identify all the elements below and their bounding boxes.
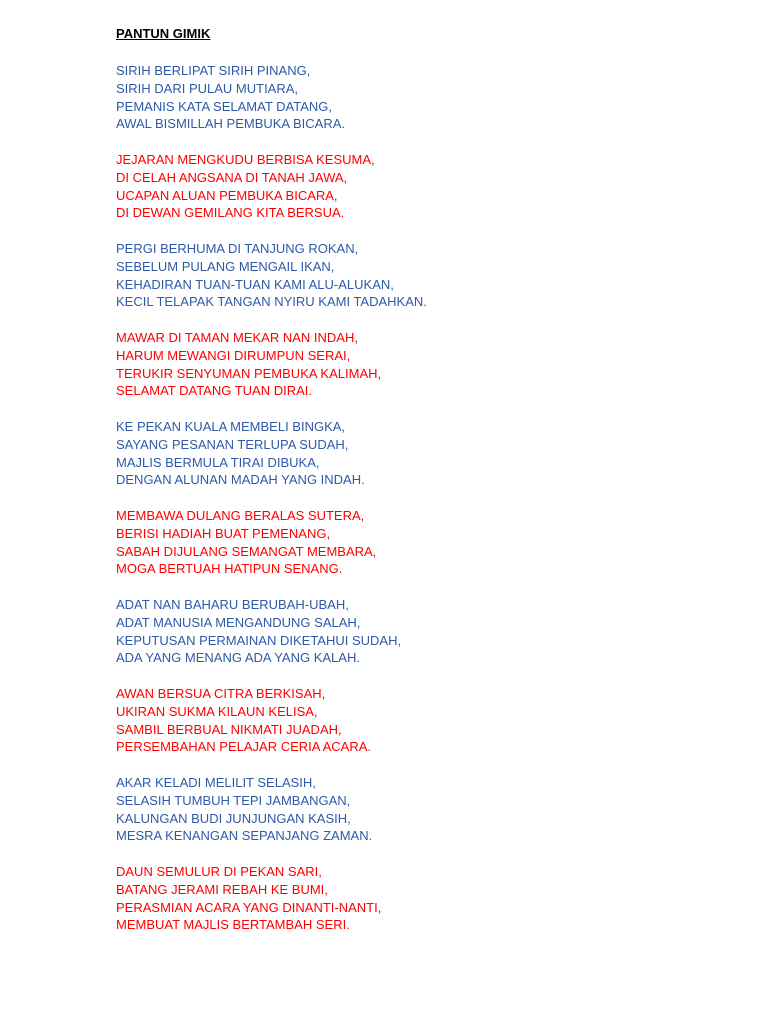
pantun-line: PERGI BERHUMA DI TANJUNG ROKAN, (116, 241, 359, 256)
pantun-line: MAWAR DI TAMAN MEKAR NAN INDAH, (116, 330, 358, 345)
pantun-line: TERUKIR SENYUMAN PEMBUKA KALIMAH, (116, 365, 382, 381)
pantun-stanza (116, 863, 716, 952)
pantun-line: KALUNGAN BUDI JUNJUNGAN KASIH, (116, 810, 351, 826)
pantun-line: DI DEWAN GEMILANG KITA BERSUA. (116, 205, 345, 221)
pantun-stanzas (116, 62, 716, 952)
pantun-stanza (116, 507, 716, 596)
pantun-line: SAMBIL BERBUAL NIKMATI JUADAH, (116, 721, 342, 737)
pantun-line: PERASMIAN ACARA YANG DINANTI-NANTI, (116, 899, 382, 915)
pantun-line: ADAT MANUSIA MENGANDUNG SALAH, (116, 614, 361, 630)
pantun-line: MEMBUAT MAJLIS BERTAMBAH SERI. (116, 917, 350, 933)
pantun-line: SAYANG PESANAN TERLUPA SUDAH, (116, 436, 349, 452)
pantun-line: SEBELUM PULANG MENGAIL IKAN, (116, 258, 335, 274)
pantun-stanza (116, 774, 716, 863)
pantun-stanza (116, 596, 716, 685)
pantun-line: SELASIH TUMBUH TEPI JAMBANGAN, (116, 792, 351, 808)
pantun-line: DAUN SEMULUR DI PEKAN SARI, (116, 864, 322, 879)
pantun-line: SIRIH DARI PULAU MUTIARA, (116, 80, 299, 96)
pantun-line: HARUM MEWANGI DIRUMPUN SERAI, (116, 347, 351, 363)
pantun-line: JEJARAN MENGKUDU BERBISA KESUMA, (116, 152, 375, 167)
pantun-line: SABAH DIJULANG SEMANGAT MEMBARA, (116, 543, 377, 559)
pantun-line: KECIL TELAPAK TANGAN NYIRU KAMI TADAHKAN. (116, 294, 427, 310)
pantun-line: MOGA BERTUAH HATIPUN SENANG. (116, 561, 343, 577)
pantun-stanza (116, 151, 716, 240)
pantun-stanza (116, 240, 716, 329)
pantun-line: UCAPAN ALUAN PEMBUKA BICARA, (116, 187, 338, 203)
pantun-line: DI CELAH ANGSANA DI TANAH JAWA, (116, 169, 348, 185)
pantun-line: PERSEMBAHAN PELAJAR CERIA ACARA. (116, 739, 372, 755)
pantun-line: BATANG JERAMI REBAH KE BUMI, (116, 881, 328, 897)
pantun-line: AWAL BISMILLAH PEMBUKA BICARA. (116, 116, 346, 132)
pantun-line: KEHADIRAN TUAN-TUAN KAMI ALU-ALUKAN, (116, 276, 394, 292)
pantun-line: MEMBAWA DULANG BERALAS SUTERA, (116, 508, 365, 523)
pantun-line: SIRIH BERLIPAT SIRIH PINANG, (116, 63, 311, 78)
pantun-line: AKAR KELADI MELILIT SELASIH, (116, 775, 316, 790)
pantun-line: KE PEKAN KUALA MEMBELI BINGKA, (116, 419, 346, 434)
pantun-line: DENGAN ALUNAN MADAH YANG INDAH. (116, 472, 365, 488)
pantun-stanza (116, 62, 716, 151)
pantun-line: ADAT NAN BAHARU BERUBAH-UBAH, (116, 597, 349, 612)
pantun-line: MESRA KENANGAN SEPANJANG ZAMAN. (116, 828, 373, 844)
pantun-line: UKIRAN SUKMA KILAUN KELISA, (116, 703, 318, 719)
pantun-line: PEMANIS KATA SELAMAT DATANG, (116, 98, 332, 114)
pantun-stanza (116, 418, 716, 507)
page-title: PANTUN GIMIK (116, 26, 211, 41)
pantun-line: AWAN BERSUA CITRA BERKISAH, (116, 686, 326, 701)
pantun-line: BERISI HADIAH BUAT PEMENANG, (116, 525, 331, 541)
pantun-line: SELAMAT DATANG TUAN DIRAI. (116, 383, 312, 399)
pantun-line: MAJLIS BERMULA TIRAI DIBUKA, (116, 454, 320, 470)
pantun-stanza (116, 329, 716, 418)
pantun-stanza (116, 685, 716, 774)
pantun-line: ADA YANG MENANG ADA YANG KALAH. (116, 650, 360, 666)
pantun-line: KEPUTUSAN PERMAINAN DIKETAHUI SUDAH, (116, 632, 402, 648)
